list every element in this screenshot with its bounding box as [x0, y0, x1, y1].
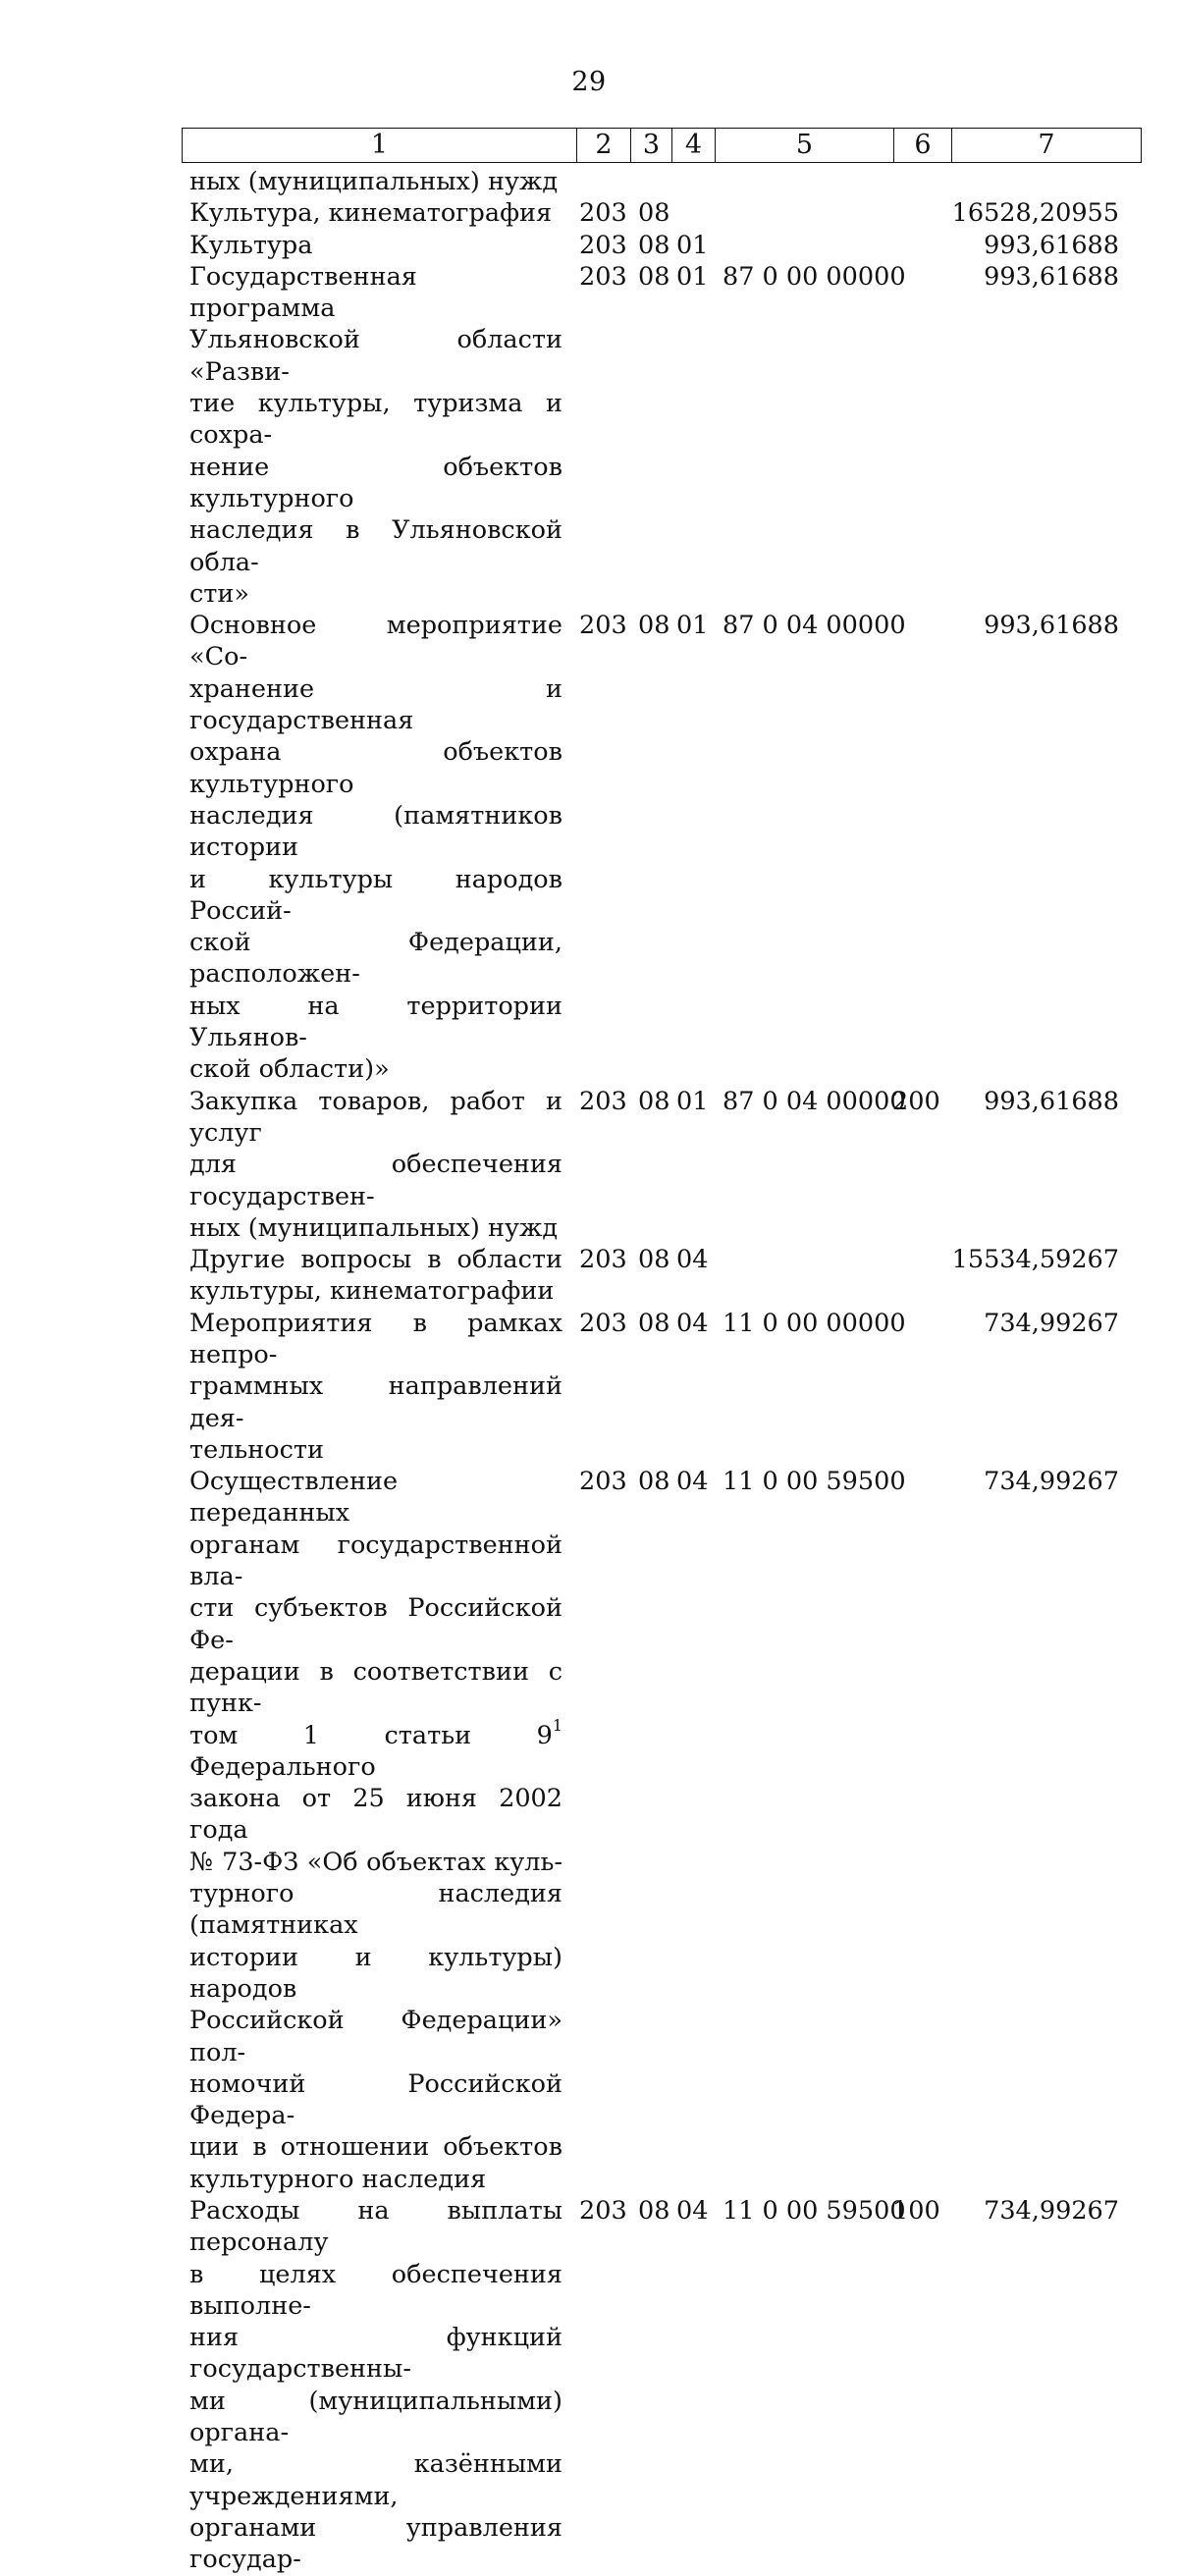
- table-row: [0, 1086, 1178, 1244]
- header-col-5: 5: [716, 129, 894, 163]
- cell-col-2: 203: [579, 1308, 627, 1338]
- table-row: [0, 197, 1178, 229]
- cell-col-2: 203: [579, 261, 627, 292]
- description-line: Расходы на выплаты персоналу: [189, 2196, 562, 2258]
- header-col-7: 7: [952, 129, 1142, 163]
- header-col-1: 1: [183, 129, 577, 163]
- cell-col-4: 04: [676, 1467, 709, 1497]
- cell-col-2: 203: [579, 230, 627, 260]
- cell-col-5: 11 0 00 00000: [723, 1308, 906, 1338]
- cell-col-6: 200: [892, 1086, 940, 1116]
- table-row: [0, 166, 1178, 197]
- page-number: 29: [571, 67, 607, 97]
- row-description: [189, 261, 562, 610]
- description-line: ных (муниципальных) нужд: [189, 167, 559, 196]
- description-line: Российской Федерации» пол-: [189, 2006, 562, 2067]
- cell-col-5: 87 0 00 00000: [723, 261, 906, 292]
- cell-col-4: 04: [676, 1245, 709, 1275]
- description-line: ской области)»: [189, 1054, 390, 1085]
- description-line: хранение и государственная: [189, 673, 562, 736]
- row-description: [189, 197, 562, 229]
- cell-col-5: 87 0 04 00000: [723, 1086, 906, 1116]
- description-line: закона от 25 июня 2002 года: [189, 1784, 562, 1846]
- cell-col-3: 08: [638, 230, 670, 260]
- table-row: [0, 261, 1178, 610]
- description-line: Закупка товаров, работ и услуг: [189, 1086, 562, 1148]
- cell-col-7: 16528,20955: [951, 198, 1119, 229]
- table-row: [0, 2195, 1178, 2576]
- cell-col-3: 08: [638, 198, 670, 229]
- description-line: турного наследия (памятниках: [189, 1879, 562, 1941]
- cell-col-7: 734,99267: [984, 1467, 1119, 1497]
- row-description: [189, 1086, 562, 1244]
- row-description: [189, 2195, 562, 2576]
- description-line: охрана объектов культурного: [189, 737, 562, 799]
- table-row: [0, 610, 1178, 1085]
- header-col-3: 3: [631, 129, 672, 163]
- cell-col-5: 11 0 00 59500: [723, 2196, 906, 2226]
- table-row: [0, 1244, 1178, 1308]
- cell-col-7: 993,61688: [984, 1086, 1119, 1116]
- cell-col-2: 203: [579, 611, 627, 641]
- description-line: культуры, кинематографии: [189, 1276, 555, 1307]
- cell-col-7: 734,99267: [984, 2196, 1119, 2226]
- description-line: ми, казёнными учреждениями,: [189, 2449, 562, 2511]
- superscript-one: 1: [552, 1716, 562, 1736]
- description-line: Ульяновской области «Разви-: [189, 325, 562, 387]
- description-line: ции в отношении объектов: [189, 2132, 562, 2163]
- row-description: [189, 166, 562, 197]
- cell-col-4: 01: [676, 230, 709, 260]
- cell-col-2: 203: [579, 1245, 627, 1275]
- description-line: Культура, кинематография: [189, 198, 553, 229]
- header-row: [183, 129, 1142, 163]
- table-row: [0, 1466, 1178, 2195]
- description-line: Государственная программа: [189, 261, 417, 324]
- cell-col-3: 08: [638, 1467, 670, 1497]
- table-header: [182, 128, 1142, 163]
- description-line: Основное мероприятие «Со-: [189, 611, 562, 672]
- description-line: органами управления государ-: [189, 2512, 562, 2575]
- cell-col-6: 100: [892, 2196, 940, 2226]
- table-row: [0, 1308, 1178, 1466]
- description-line: сти»: [189, 578, 249, 609]
- description-line: культурного наследия: [189, 2164, 487, 2194]
- description-line: том 1 статьи $9^1$ Федерального: [189, 1716, 562, 1782]
- header-col-6: 6: [894, 129, 952, 163]
- description-line: Другие вопросы в области: [189, 1245, 562, 1275]
- description-line: ми (муниципальными) органа-: [189, 2386, 562, 2448]
- description-line: органам государственной вла-: [189, 1530, 562, 1592]
- cell-col-7: 993,61688: [984, 611, 1119, 641]
- cell-col-3: 08: [638, 1308, 670, 1338]
- cell-col-3: 08: [638, 611, 670, 641]
- cell-col-4: 01: [676, 1086, 709, 1116]
- cell-col-2: 203: [579, 2196, 627, 2226]
- cell-col-3: 08: [638, 261, 670, 292]
- description-line: ния функций государственны-: [189, 2323, 562, 2385]
- cell-col-2: 203: [579, 1086, 627, 1116]
- description-line: № 73-ФЗ «Об объектах куль-: [189, 1847, 562, 1877]
- description-line: ных на территории Ульянов-: [189, 991, 562, 1053]
- description-line: дерации в соответствии с пунк-: [189, 1656, 562, 1719]
- description-line: для обеспечения государствен-: [189, 1150, 562, 1211]
- cell-col-5: 87 0 04 00000: [723, 611, 906, 641]
- cell-col-3: 08: [638, 2196, 670, 2226]
- description-line: и культуры народов Россий-: [189, 864, 562, 926]
- cell-col-4: 04: [676, 2196, 709, 2226]
- cell-col-2: 203: [579, 198, 627, 229]
- description-line: номочий Российской Федера-: [189, 2068, 562, 2131]
- header-col-4: 4: [672, 129, 716, 163]
- cell-col-7: 734,99267: [984, 1308, 1119, 1338]
- table-row: [0, 230, 1178, 261]
- row-description: [189, 1308, 562, 1466]
- cell-col-4: 01: [676, 261, 709, 292]
- description-line: наследия в Ульяновской обла-: [189, 515, 562, 577]
- description-line: Осуществление переданных: [189, 1467, 399, 1529]
- cell-col-7: 993,61688: [984, 230, 1119, 260]
- row-description: [189, 230, 562, 261]
- description-line: нение объектов культурного: [189, 452, 562, 513]
- description-line: ской Федерации, расположен-: [189, 928, 562, 990]
- row-description: [189, 1466, 562, 2195]
- cell-col-7: 993,61688: [984, 261, 1119, 292]
- header-col-2: 2: [577, 129, 631, 163]
- description-line: сти субъектов Российской Фе-: [189, 1593, 562, 1655]
- description-line: Культура: [189, 230, 313, 260]
- description-line: тельности: [189, 1434, 325, 1465]
- description-line: истории и культуры) народов: [189, 1942, 562, 2004]
- description-line: ных (муниципальных) нужд: [189, 1212, 559, 1243]
- table-body: [0, 166, 1178, 2576]
- description-line: Мероприятия в рамках непро-: [189, 1308, 562, 1369]
- row-description: [189, 1244, 562, 1308]
- description-line: в целях обеспечения выполне-: [189, 2259, 562, 2321]
- cell-col-4: 01: [676, 611, 709, 641]
- cell-col-2: 203: [579, 1467, 627, 1497]
- row-description: [189, 610, 562, 1085]
- cell-col-5: 11 0 00 59500: [723, 1467, 906, 1497]
- cell-col-3: 08: [638, 1086, 670, 1116]
- cell-col-3: 08: [638, 1245, 670, 1275]
- description-line: наследия (памятников истории: [189, 800, 562, 863]
- cell-col-4: 04: [676, 1308, 709, 1338]
- description-line: тие культуры, туризма и сохра-: [189, 389, 562, 451]
- description-line: граммных направлений дея-: [189, 1371, 562, 1433]
- cell-col-7: 15534,59267: [951, 1245, 1119, 1275]
